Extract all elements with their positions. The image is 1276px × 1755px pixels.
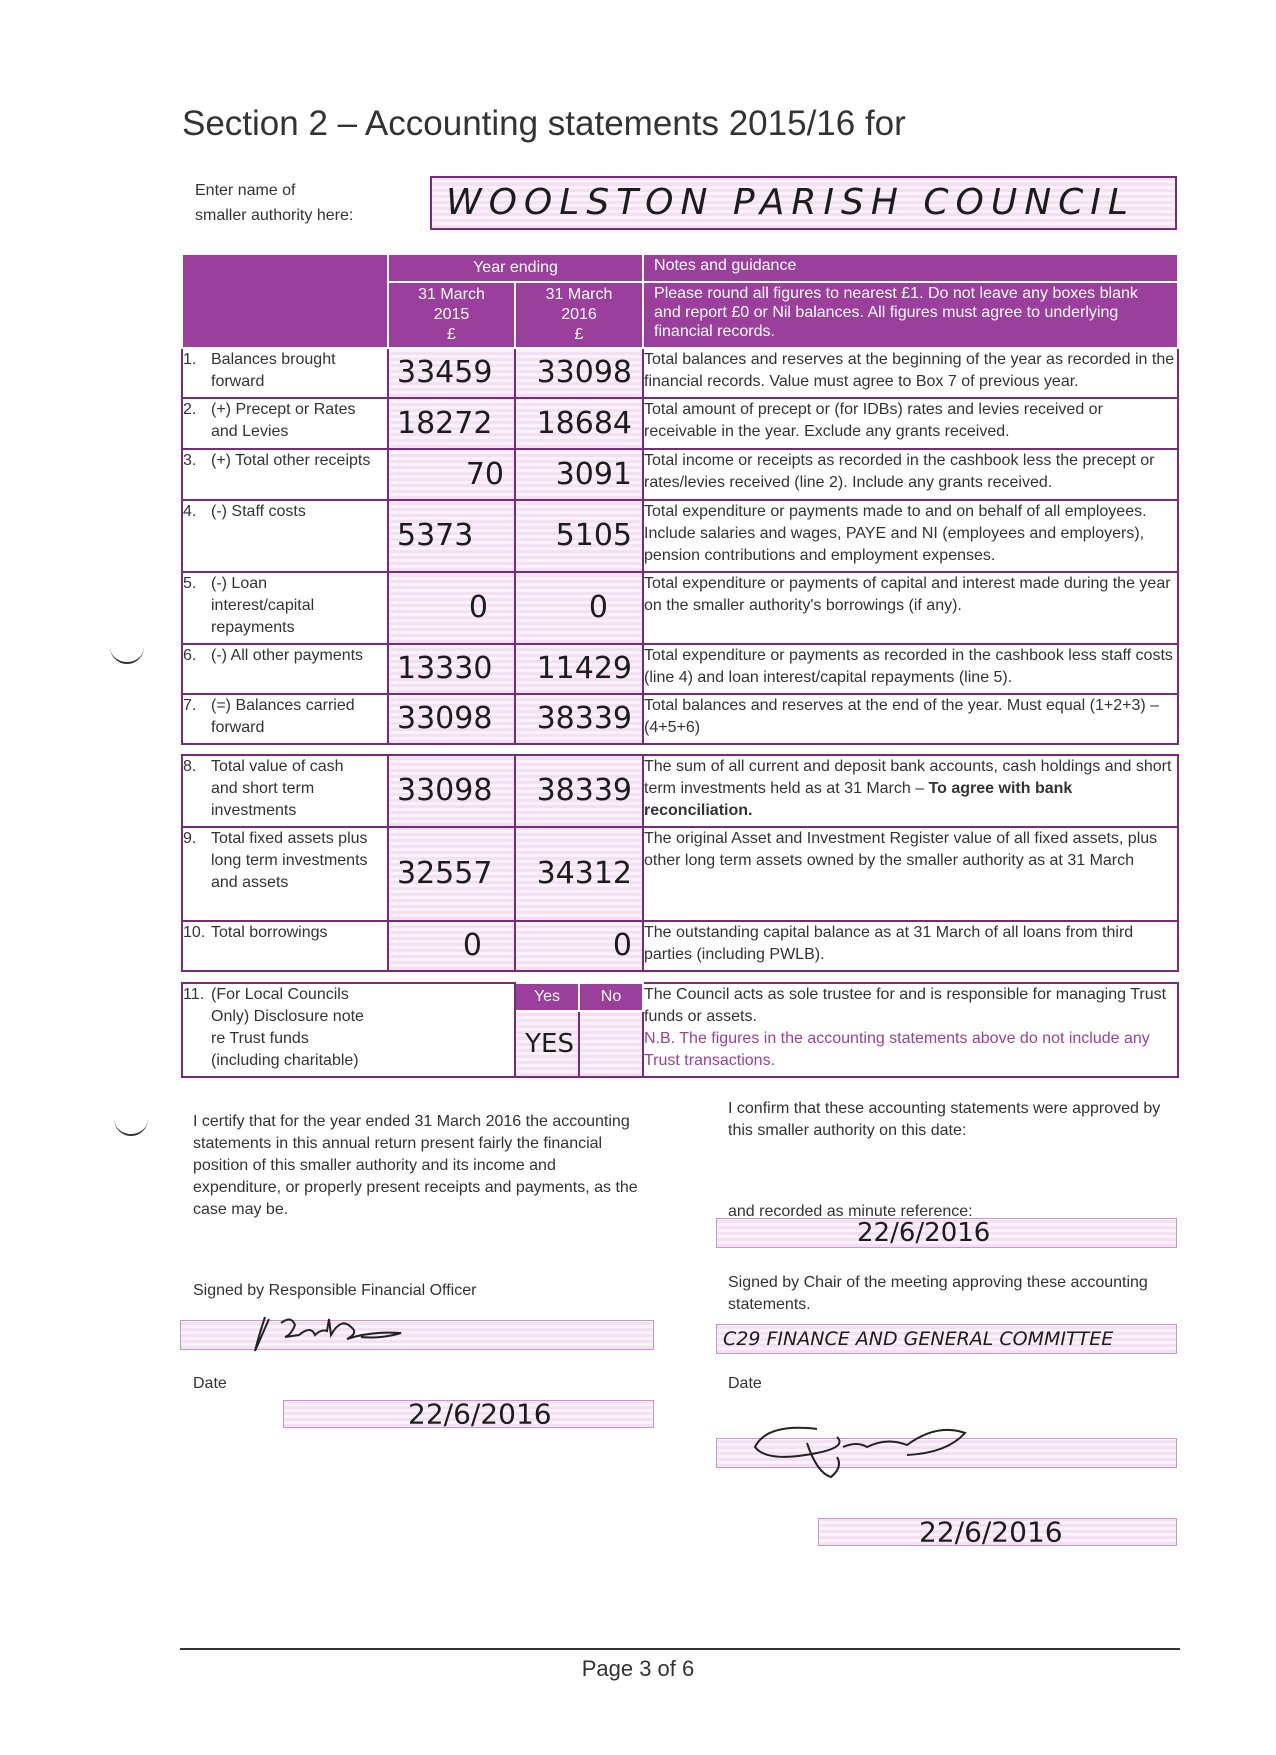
value-2015[interactable]: 0 [388,572,515,644]
year-ending-header: Year ending [388,254,643,282]
value-2016[interactable]: 18684 [515,398,643,449]
header-blank [182,254,388,348]
value-2016[interactable]: 0 [515,921,643,971]
value-2016[interactable]: 33098 [515,348,643,398]
rfo-signature-field[interactable] [180,1320,654,1350]
value-2015[interactable]: 70 [388,449,515,500]
chair-signature-icon [747,1417,1007,1487]
value-2016[interactable]: 38339 [515,755,643,827]
trust-funds-label: 11. (For Local Councils Only) Disclosure note re Trust funds (including charitable) [182,983,515,1077]
authority-name-field[interactable] [430,176,1177,230]
chair-signature-field[interactable] [716,1438,1177,1468]
approval-date-field[interactable]: 22/6/2016 [716,1218,1177,1248]
table-row: 6. (-) All other payments 13330 11429 Total expenditure or payments as recorded in the cashbook less staff costs (line 4) and loan interest/capital repayments (line 5). [182,644,1178,694]
chair-date-field[interactable]: 22/6/2016 [818,1518,1177,1546]
certify-text: I certify that for the year ended 31 March 2016 the accounting statements in this annual return present fairly the financial position of this smaller authority and its income and expenditure, or properly present receipts and payments, as the case may be. [193,1113,638,1218]
punch-hole-mark [114,1118,148,1136]
minute-reference-field[interactable]: C29 FINANCE AND GENERAL COMMITTEE [716,1324,1177,1354]
table-row: 1. Balances brought forward 33459 33098 Total balances and reserves at the beginning of the year as recorded in the financial records. Value must agree to Box 7 of previous year. [182,348,1178,398]
footer-divider [180,1648,1180,1650]
chair-date-label: Date [728,1375,762,1392]
yes-header: Yes [515,983,579,1011]
chair-signed-label: Signed by Chair of the meeting approving these accounting statements. [728,1274,1148,1313]
value-2015[interactable]: 5373 [388,500,515,572]
rfo-signature-icon [251,1305,451,1355]
page-title: Section 2 – Accounting statements 2015/16 for [182,104,906,143]
table-row: 9. Total fixed assets plus long term investments and assets 32557 34312 The original Asset and Investment Register value of all fixed assets, plus other long term assets owned by the smaller authority as at 31 March [182,827,1178,921]
value-2015[interactable]: 18272 [388,398,515,449]
assets-table [181,754,1179,972]
authority-name-label: Enter name of smaller authority here: [195,182,354,224]
table-header-row [182,254,1178,282]
value-2016[interactable]: 34312 [515,827,643,921]
table-row: 3. (+) Total other receipts 70 3091 Total income or receipts as recorded in the cashbook less the precept or rates/levies received (line 2). Include any grants received. [182,449,1178,500]
table-row: 8. Total value of cash and short term investments 33098 38339 The sum of all current and deposit bank accounts, cash holdings and short term investments held as at 31 March – To agree with bank reconciliation. [182,755,1178,827]
rfo-date-field[interactable]: 22/6/2016 [283,1400,654,1428]
col-2015-header: 31 March 2015 £ [388,282,515,348]
rfo-signed-label: Signed by Responsible Financial Officer [193,1282,477,1299]
table-row: 2. (+) Precept or Rates and Levies 18272 18684 Total amount of precept or (for IDBs) rates and levies received or receivable in the year. Exclude any grants received. [182,398,1178,449]
value-2015[interactable]: 33098 [388,755,515,827]
page-number: Page 3 of 6 [581,1656,695,1681]
rfo-date-label: Date [193,1375,227,1392]
trust-funds-table: 11. (For Local Councils Only) Disclosure note re Trust funds (including charitable) Yes No The Council acts as sole trustee for and is responsible for managing Trust funds or assets. N.B. The figures in the accounting statements above do not include any Trust transactions. YES [181,982,1179,1078]
notes-guidance-text: Please round all figures to nearest £1. Do not leave any boxes blank and report £0 or Nil balances. All figures must agree to underlying financial records. [643,282,1178,348]
value-2016[interactable]: 5105 [515,500,643,572]
value-2016[interactable]: 3091 [515,449,643,500]
table-row: 7. (=) Balances carried forward 33098 38339 Total balances and reserves at the end of the year. Must equal (1+2+3) – (4+5+6) [182,694,1178,744]
table-row: 10. Total borrowings 0 0 The outstanding capital balance as at 31 March of all loans from third parties (including PWLB). [182,921,1178,971]
authority-name-value: WOOLSTON PARISH COUNCIL [446,182,1135,223]
value-2016[interactable]: 0 [515,572,643,644]
approval-text: I confirm that these accounting statements were approved by this smaller authority on this date: [728,1100,1161,1139]
notes-title-header: Notes and guidance [643,254,1178,282]
yes-box[interactable]: YES [515,1011,579,1077]
value-2016[interactable]: 11429 [515,644,643,694]
value-2015[interactable]: 13330 [388,644,515,694]
value-2015[interactable]: 32557 [388,827,515,921]
no-box[interactable] [579,1011,643,1077]
minute-label: and recorded as minute reference: [728,1203,973,1220]
col-2016-header: 31 March 2016 £ [515,282,643,348]
table-row: 4. (-) Staff costs 5373 5105 Total expenditure or payments made to and on behalf of all employees. Include salaries and wages, PAYE and NI (employees and employers), pension contributions and employment expenses. [182,500,1178,572]
value-2015[interactable]: 33098 [388,694,515,744]
accounting-statements-table [181,253,1179,745]
value-2015[interactable]: 0 [388,921,515,971]
no-header: No [579,983,643,1011]
table-row: 5. (-) Loan interest/capital repayments 0 0 Total expenditure or payments of capital and interest made during the year on the smaller authority's borrowings (if any). [182,572,1178,644]
value-2015[interactable]: 33459 [388,348,515,398]
value-2016[interactable]: 38339 [515,694,643,744]
punch-hole-mark [110,646,144,664]
